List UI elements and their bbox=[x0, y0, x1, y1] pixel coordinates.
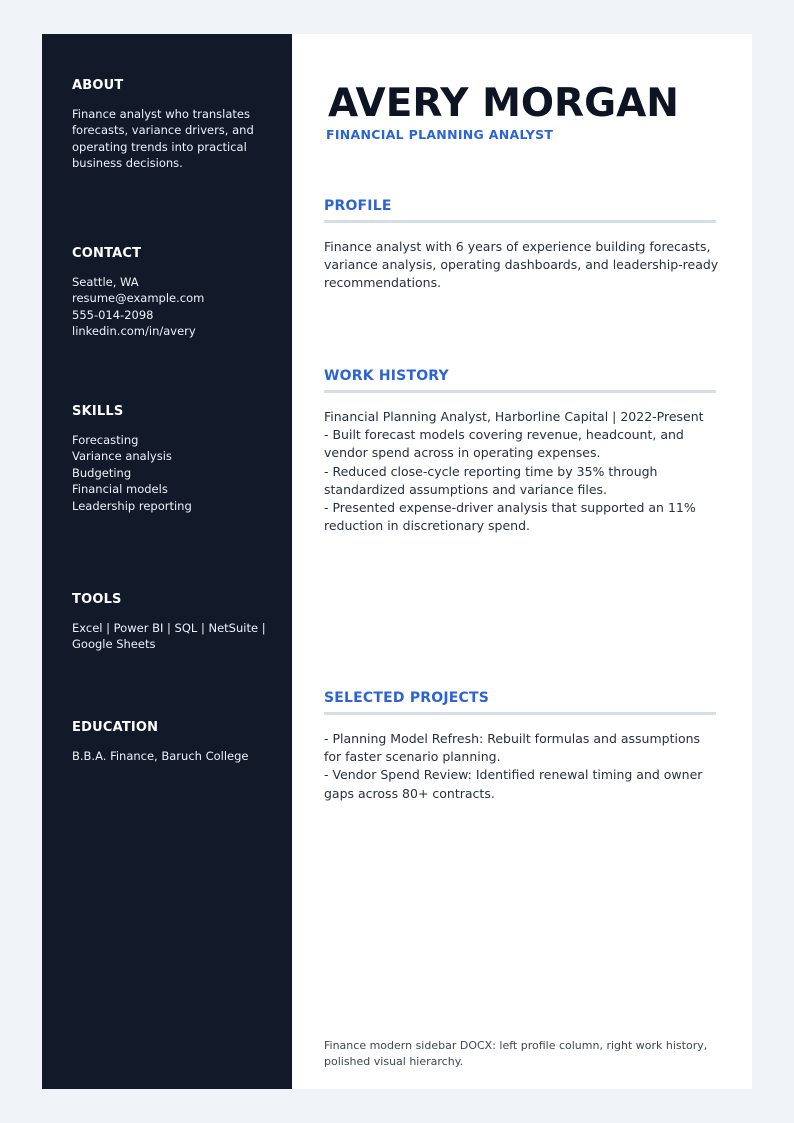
project-line: - Planning Model Refresh: Rebuilt formulas and assumptions bbox=[324, 731, 701, 746]
about-line: Finance analyst who translates bbox=[72, 107, 250, 121]
work-history-line: standardized assumptions and variance files. bbox=[324, 481, 608, 497]
contact-linkedin[interactable]: linkedin.com/in/avery bbox=[72, 324, 196, 339]
work-history-line: - Built forecast models covering revenue, headcount, and bbox=[324, 427, 684, 443]
about-line: business decisions. bbox=[72, 156, 183, 171]
resume-page bbox=[42, 34, 752, 1089]
profile-heading: PROFILE bbox=[324, 197, 716, 223]
work-history-line: Financial Planning Analyst, Harborline Capital | 2022-Present bbox=[324, 409, 704, 424]
skills-heading: SKILLS bbox=[72, 404, 124, 419]
project-line: gaps across 80+ contracts. bbox=[324, 785, 495, 801]
candidate-name: AVERY MORGAN bbox=[328, 81, 679, 126]
about-line: operating trends into practical bbox=[72, 139, 247, 154]
profile-line: recommendations. bbox=[324, 275, 442, 291]
about-text bbox=[72, 106, 272, 172]
sidebar bbox=[42, 34, 292, 1089]
skills-section bbox=[72, 404, 272, 514]
about-heading: ABOUT bbox=[72, 78, 124, 93]
education-section bbox=[72, 720, 272, 764]
project-line: - Vendor Spend Review: Identified renewal timing and owner bbox=[324, 767, 703, 783]
projects-body bbox=[324, 730, 716, 803]
skill-item: Financial models bbox=[72, 482, 168, 497]
work-history-line: - Presented expense-driver analysis that supported an 11% bbox=[324, 500, 696, 516]
profile-line: variance analysis, operating dashboards, and leadership-ready bbox=[324, 257, 719, 273]
work-history-line: - Reduced close-cycle reporting time by 35% through bbox=[324, 463, 658, 479]
work-history-line: vendor spend across in operating expenses. bbox=[324, 445, 601, 461]
contact-location: Seattle, WA bbox=[72, 275, 139, 289]
profile-line: Finance analyst with 6 years of experience building forecasts, bbox=[324, 239, 711, 254]
contact-email[interactable]: resume@example.com bbox=[72, 291, 205, 306]
skill-item: Forecasting bbox=[72, 433, 139, 447]
footer-line: Finance modern sidebar DOCX: left profile column, right work history, bbox=[324, 1039, 708, 1052]
profile-body bbox=[324, 238, 719, 293]
education-heading: EDUCATION bbox=[72, 720, 159, 735]
footer-note bbox=[324, 1038, 714, 1070]
tools-section bbox=[72, 592, 272, 653]
tools-heading: TOOLS bbox=[72, 592, 122, 607]
project-line: for faster scenario planning. bbox=[324, 749, 501, 765]
about-section bbox=[72, 78, 272, 172]
contact-section bbox=[72, 246, 272, 340]
projects-heading: SELECTED PROJECTS bbox=[324, 689, 716, 715]
work-history-section bbox=[324, 367, 716, 535]
skill-item: Leadership reporting bbox=[72, 498, 192, 513]
profile-section bbox=[324, 197, 719, 293]
skill-item: Variance analysis bbox=[72, 449, 172, 464]
education-item: B.B.A. Finance, Baruch College bbox=[72, 749, 249, 763]
footer-line: polished visual hierarchy. bbox=[324, 1055, 464, 1068]
work-history-heading: WORK HISTORY bbox=[324, 367, 716, 393]
contact-heading: CONTACT bbox=[72, 246, 142, 261]
work-history-body bbox=[324, 408, 716, 535]
work-history-line: reduction in discretionary spend. bbox=[324, 518, 530, 534]
tools-line: Google Sheets bbox=[72, 637, 156, 652]
contact-phone: 555-014-2098 bbox=[72, 307, 154, 322]
tools-line: Excel | Power BI | SQL | NetSuite | bbox=[72, 621, 266, 635]
skill-item: Budgeting bbox=[72, 465, 132, 480]
about-line: forecasts, variance drivers, and bbox=[72, 123, 254, 138]
candidate-role: FINANCIAL PLANNING ANALYST bbox=[326, 127, 554, 142]
projects-section bbox=[324, 689, 716, 803]
